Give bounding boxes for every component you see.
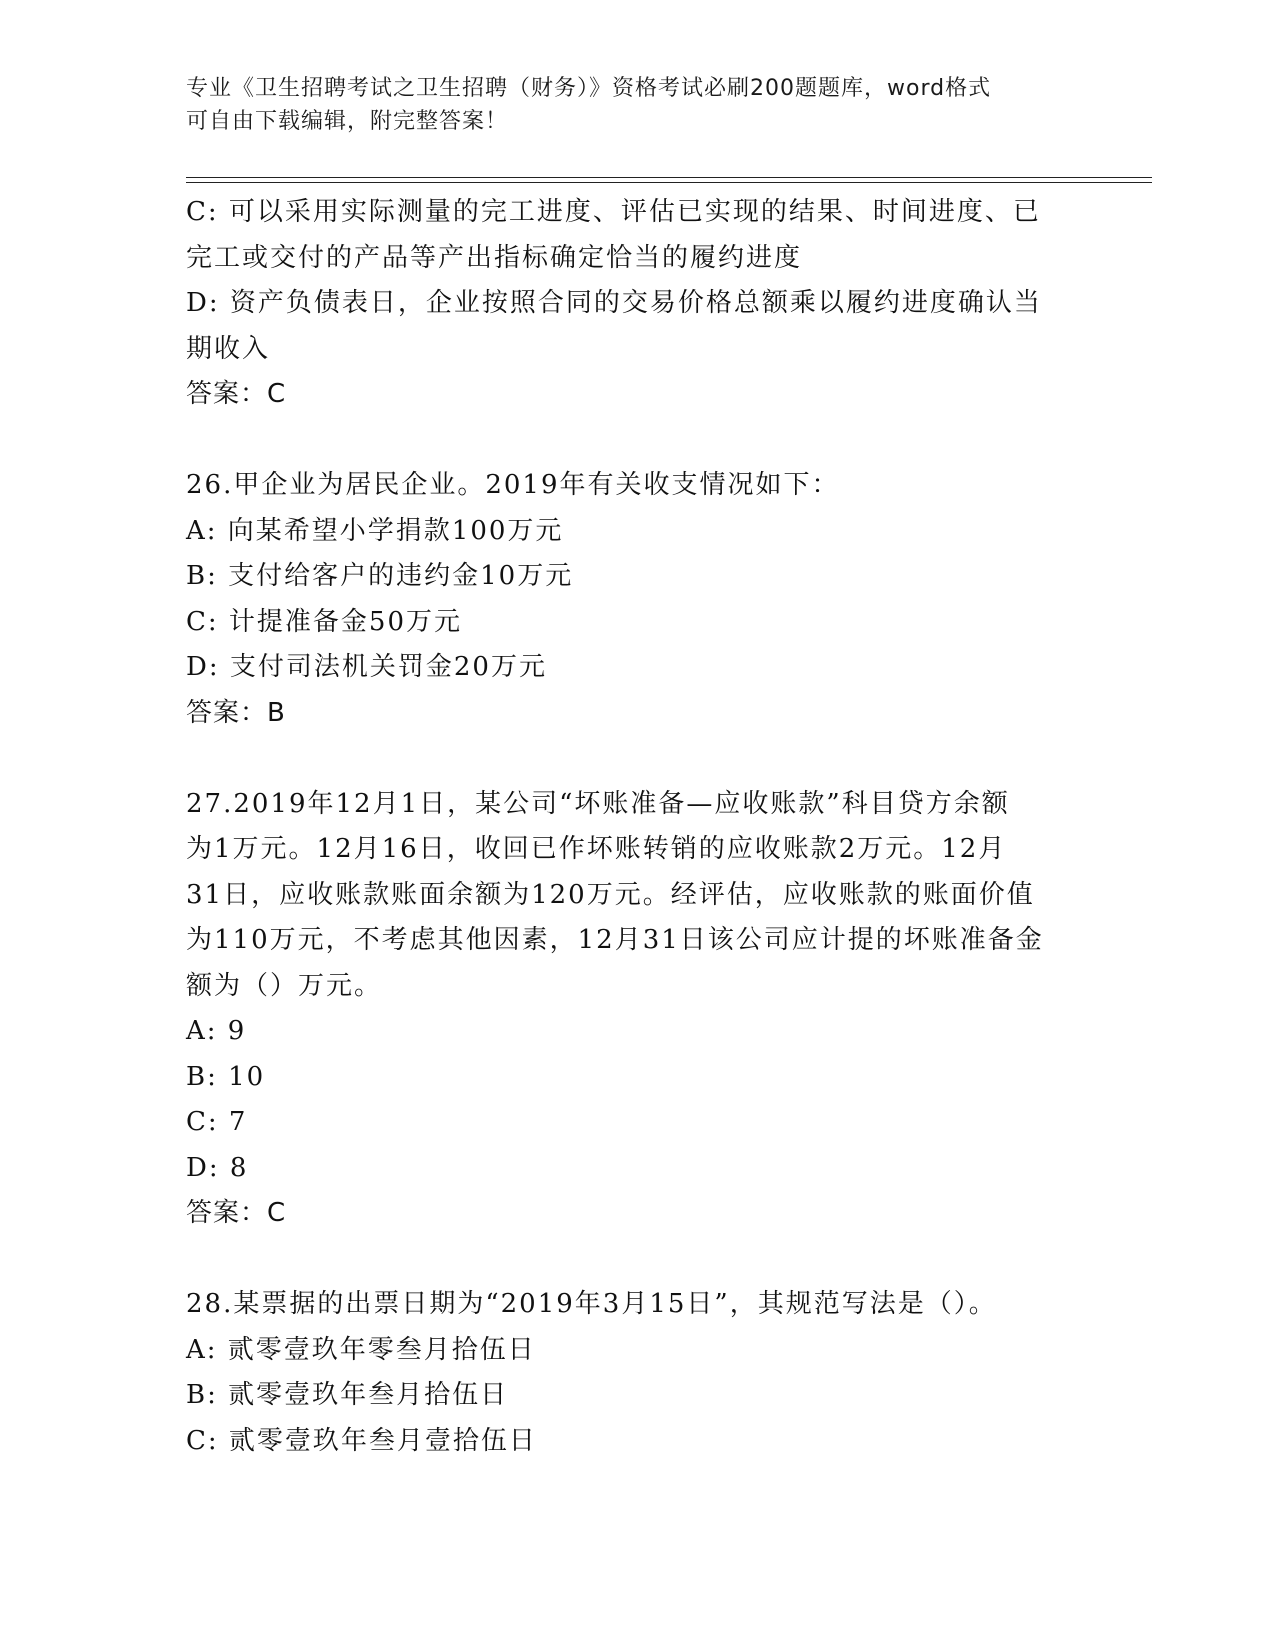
- question-stem: 为110万元，不考虑其他因素，12月31日该公司应计提的坏账准备金: [186, 925, 1044, 955]
- answer: 答案：C: [186, 379, 287, 409]
- question-stem: 为1万元。12月16日，收回已作坏账转销的应收账款2万元。12月: [186, 834, 1007, 864]
- option-c: C: 可以采用实际测量的完工进度、评估已实现的结果、时间进度、已: [186, 197, 1041, 227]
- option-a: A: 贰零壹玖年零叁月拾伍日: [186, 1334, 536, 1365]
- option-d: D: 支付司法机关罚金20万元: [186, 652, 547, 682]
- option-a: A: 9: [186, 1016, 247, 1046]
- option-d: D: 8: [186, 1152, 249, 1183]
- question-content: [186, 190, 1076, 1464]
- question-28: [186, 1282, 1076, 1464]
- option-b: B: 支付给客户的违约金10万元: [186, 561, 574, 591]
- option-c: C: 贰零壹玖年叁月壹拾伍日: [186, 1425, 537, 1456]
- option-c: C: 计提准备金50万元: [186, 606, 463, 637]
- option-d-continued: 期收入: [186, 333, 271, 364]
- option-d: D: 资产负债表日，企业按照合同的交易价格总额乘以履约进度确认当: [186, 288, 1042, 318]
- option-c-continued: 完工或交付的产品等产出指标确定恰当的履约进度: [186, 242, 803, 273]
- option-c: C: 7: [186, 1107, 248, 1137]
- question-stem: 额为（）万元。: [186, 970, 383, 1001]
- spacer: [186, 736, 1076, 782]
- header-line: 可自由下载编辑，附完整答案！: [186, 109, 509, 134]
- header-divider: [186, 177, 1152, 178]
- question-stem: 28.某票据的出票日期为“2019年3月15日”，其规范写法是（）。: [186, 1289, 997, 1319]
- question-stem: 26.甲企业为居民企业。2019年有关收支情况如下：: [186, 470, 840, 500]
- question-stem: 31日，应收账款账面余额为120万元。经评估，应收账款的账面价值: [186, 879, 1035, 910]
- question-27: [186, 782, 1076, 1237]
- header-divider: [186, 182, 1152, 183]
- spacer: [186, 1237, 1076, 1283]
- question-25-continuation: [186, 190, 1076, 418]
- answer: 答案：B: [186, 697, 286, 728]
- question-stem: 27.2019年12月1日，某公司“坏账准备—应收账款”科目贷方余额: [186, 788, 1010, 819]
- option-a: A: 向某希望小学捐款100万元: [186, 515, 564, 546]
- page-header: [186, 72, 1066, 138]
- question-26: [186, 463, 1076, 736]
- option-b: B: 贰零壹玖年叁月拾伍日: [186, 1380, 509, 1410]
- header-line: 专业《卫生招聘考试之卫生招聘（财务）》资格考试必刷200题题库，word格式: [186, 76, 992, 101]
- answer: 答案：C: [186, 1198, 287, 1228]
- option-b: B: 10: [186, 1061, 266, 1092]
- spacer: [186, 418, 1076, 464]
